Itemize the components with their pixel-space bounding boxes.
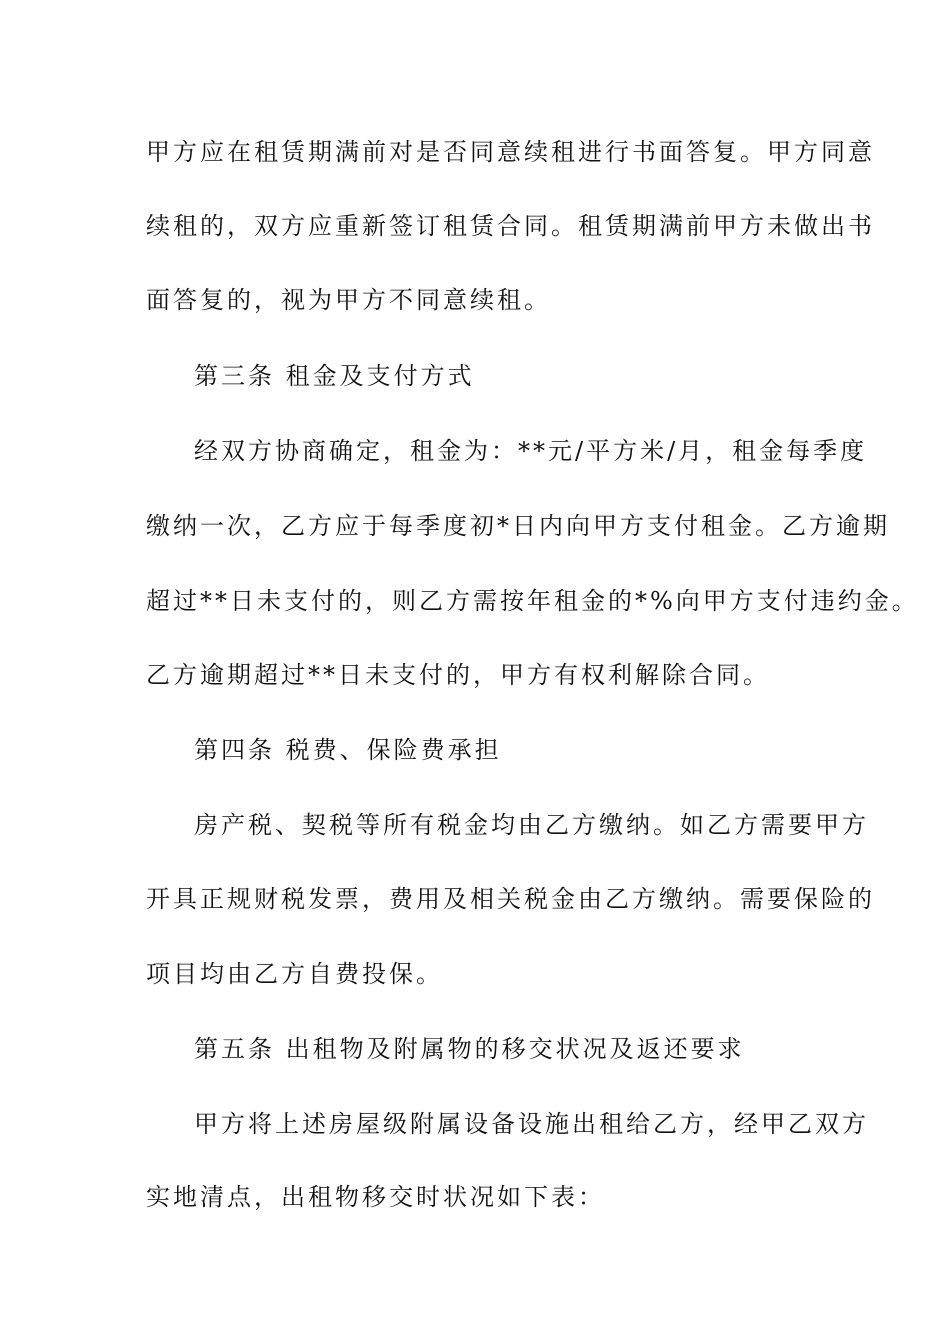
section-heading-article-5: 第五条 出租物及附属物的移交状况及返还要求 bbox=[194, 1035, 745, 1063]
paragraph-line: 经双方协商确定，租金为：**元/平方米/月，租金每季度 bbox=[194, 437, 868, 465]
paragraph-line: 缴纳一次，乙方应于每季度初*日内向甲方支付租金。乙方逾期 bbox=[146, 512, 890, 540]
paragraph-line: 实地清点，出租物移交时状况如下表： bbox=[146, 1183, 605, 1211]
paragraph-line: 甲方应在租赁期满前对是否同意续租进行书面答复。甲方同意 bbox=[146, 138, 875, 166]
paragraph-line: 乙方逾期超过**日未支付的，甲方有权利解除合同。 bbox=[146, 661, 770, 689]
paragraph-line: 开具正规财税发票，费用及相关税金由乙方缴纳。需要保险的 bbox=[146, 885, 875, 913]
paragraph-line: 续租的，双方应重新签订租赁合同。租赁期满前甲方未做出书 bbox=[146, 212, 875, 240]
section-heading-article-4: 第四条 税费、保险费承担 bbox=[194, 736, 502, 764]
paragraph-line: 项目均由乙方自费投保。 bbox=[146, 960, 443, 988]
paragraph-line: 房产税、契税等所有税金均由乙方缴纳。如乙方需要甲方 bbox=[194, 811, 869, 839]
paragraph-line: 超过**日未支付的，则乙方需按年租金的*%向甲方支付违约金。 bbox=[146, 587, 919, 615]
paragraph-line: 面答复的，视为甲方不同意续租。 bbox=[146, 286, 551, 314]
section-heading-article-3: 第三条 租金及支付方式 bbox=[194, 362, 475, 390]
paragraph-line: 甲方将上述房屋级附属设备设施出租给乙方，经甲乙双方 bbox=[194, 1110, 869, 1138]
